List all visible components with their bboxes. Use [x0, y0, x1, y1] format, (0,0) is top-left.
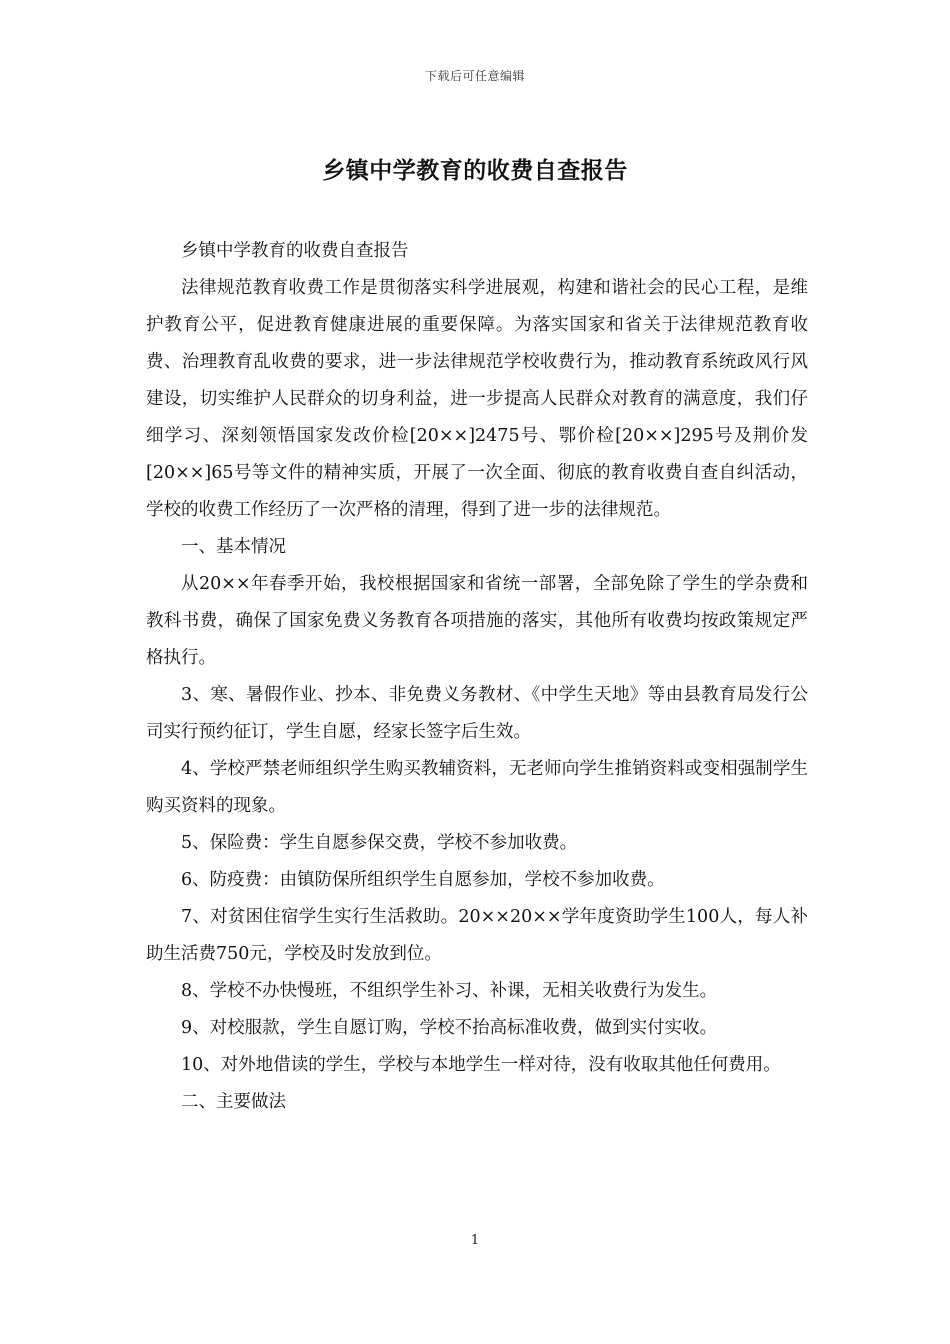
- paragraph-item-5: 5、保险费：学生自愿参保交费，学校不参加收费。: [181, 833, 578, 853]
- paragraph-item-3: 3、寒、暑假作业、抄本、非免费义务教材、《中学生天地》等由县教育局发行公司实行预约征订，学生自愿，经家长签字后生效。: [146, 685, 808, 742]
- document-body: [146, 233, 808, 1121]
- document-title: 乡镇中学教育的收费自查报告: [322, 157, 628, 184]
- paragraph-item-7: 7、对贫困住宿学生实行生活救助。20××20××学年度资助学生100人，每人补助生活费750元，学校及时发放到位。: [146, 907, 808, 964]
- paragraph-item-4: 4、学校严禁老师组织学生购买教辅资料，无老师向学生推销资料或变相强制学生购买资料的现象。: [146, 759, 808, 816]
- page-number: 1: [470, 1233, 480, 1248]
- section-heading-basic-situation: 一、基本情况: [181, 537, 286, 557]
- paragraph-item-10: 10、对外地借读的学生，学校与本地学生一样对待，没有收取其他任何费用。: [181, 1055, 781, 1075]
- paragraph-item-6: 6、防疫费：由镇防保所组织学生自愿参加，学校不参加收费。: [181, 870, 665, 890]
- paragraph-item-9: 9、对校服款，学生自愿订购，学校不抬高标准收费，做到实付实收。: [181, 1018, 718, 1038]
- header-note: 下载后可任意编辑: [424, 69, 525, 83]
- section-heading-main-practices: 二、主要做法: [181, 1092, 286, 1112]
- paragraph-basic-situation: 从20××年春季开始，我校根据国家和省统一部署，全部免除了学生的学杂费和教科书费，确保了国家免费义务教育各项措施的落实，其他所有收费均按政策规定严格执行。: [146, 574, 808, 668]
- paragraph-intro: 法律规范教育收费工作是贯彻落实科学进展观，构建和谐社会的民心工程，是维护教育公平，促进教育健康进展的重要保障。为落实国家和省关于法律规范教育收费、治理教育乱收费的要求，进一步法律规范学校收费行为，推动教育系统政风行风建设，切实维护人民群众的切身利益，进一步提高人民群众对教育的满意度，我们仔细学习、深刻领悟国家发改价检[20××]2475号、鄂价检[20××]295号及荆价发[20××]65号等文件的精神实质，开展了一次全面、彻底的教育收费自查自纠活动，学校的收费工作经历了一次严格的清理，得到了进一步的法律规范。: [146, 278, 808, 520]
- paragraph-subtitle: 乡镇中学教育的收费自查报告: [181, 241, 409, 261]
- paragraph-item-8: 8、学校不办快慢班，不组织学生补习、补课，无相关收费行为发生。: [181, 981, 718, 1001]
